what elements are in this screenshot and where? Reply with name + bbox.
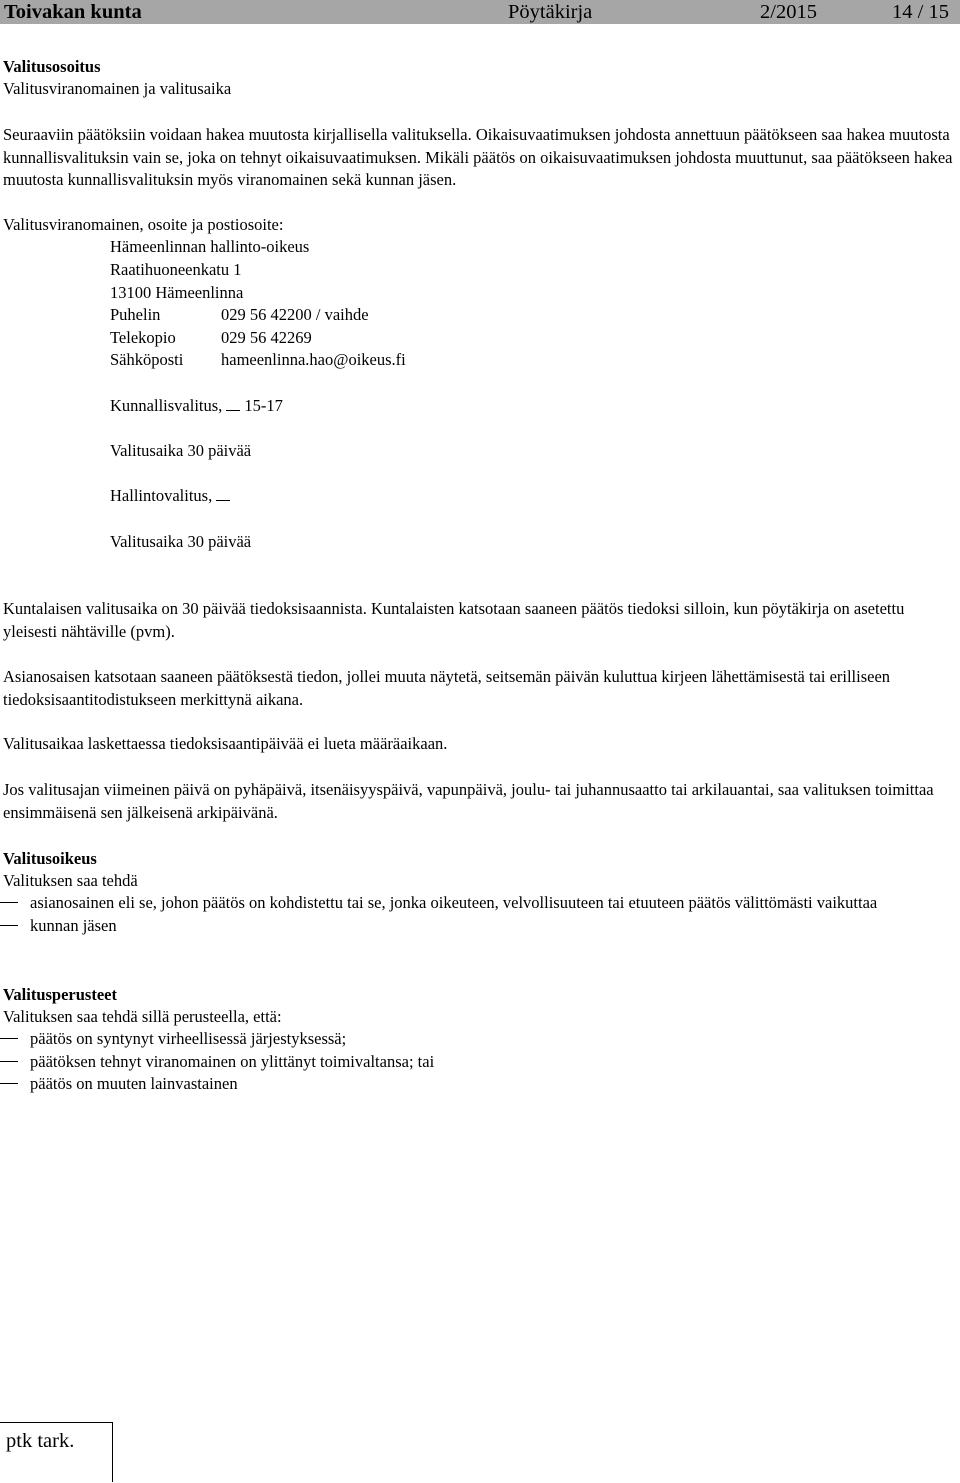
kunnallisvalitus-label: Kunnallisvalitus, — [110, 396, 223, 415]
kunnallisvalitus-row — [110, 395, 283, 418]
fax-value: 029 56 42269 — [221, 328, 312, 347]
list-item: päätös on syntynyt virheellisessä järjestyksessä; — [0, 1028, 958, 1051]
blank-line — [216, 486, 230, 501]
dash-bullet — [0, 902, 18, 903]
page-number: 14 / 15 — [892, 1, 949, 23]
list-item: päätöksen tehnyt viranomainen on ylittänyt toimivaltansa; tai — [0, 1051, 958, 1074]
pyhapaiva-paragraph: Jos valitusajan viimeinen päivä on pyhäpäivä, itsenäisyyspäivä, vapunpäivä, joulu- tai juhannusaatto tai arkilauantai, saa valituksen toimittaa ensimmäisenä sen jälkeisenä arkipäivänä. — [3, 780, 934, 822]
dash-bullet — [0, 1038, 18, 1039]
dash-bullet — [0, 1061, 18, 1062]
dash-bullet — [0, 1083, 18, 1084]
court-name: Hämeenlinnan hallinto-oikeus — [110, 237, 310, 256]
valitusaika-2: Valitusaika 30 päivää — [110, 532, 252, 551]
section-subtitle: Valitusviranomainen ja valitusaika — [3, 79, 232, 98]
court-street: Raatihuoneenkatu 1 — [110, 260, 242, 279]
section-title-valitusperusteet: Valitusperusteet — [3, 985, 117, 1004]
list-item: päätös on muuten lainvastainen — [0, 1073, 958, 1096]
phone-value: 029 56 42200 / vaihde — [221, 305, 369, 324]
intro-paragraph: Seuraaviin päätöksiin voidaan hakea muutosta kirjallisella valituksella. Oikaisuvaatimuksen johdosta annettuun päätökseen saa hakea muutosta kunnallisvalituksin vain se, joka on tehnyt oikaisuvaatimuksen. Mikäli päätös on oikaisuvaatimuksen johdosta muuttunut, saa päätökseen hakea muutosta kunnallisvalituksin myös viranomainen sekä kunnan jäsen. — [3, 125, 953, 190]
court-email-row — [110, 349, 406, 372]
signature-box — [0, 1422, 113, 1482]
blank-line — [226, 396, 240, 411]
fax-label: Telekopio — [110, 328, 176, 347]
address-label: Valitusviranomainen, osoite ja postiosoite: — [3, 215, 284, 234]
kuntalainen-paragraph: Kuntalaisen valitusaika on 30 päivää tiedoksisaannista. Kuntalaisten katsotaan saaneen päätös tiedoksi silloin, kun pöytäkirja on asetettu yleisesti nähtäville (pvm). — [3, 599, 905, 641]
laskettaessa-paragraph: Valitusaikaa laskettaessa tiedoksisaantipäivää ei lueta määräaikaan. — [3, 734, 448, 753]
signature-label: ptk tark. — [6, 1430, 75, 1452]
dash-bullet — [0, 925, 18, 926]
list-item: kunnan jäsen — [0, 915, 958, 938]
document-number: 2/2015 — [760, 1, 817, 23]
document-type: Pöytäkirja — [508, 1, 593, 23]
valitusoikeus-intro: Valituksen saa tehdä — [3, 871, 138, 890]
court-fax-row — [110, 327, 312, 350]
municipality-name: Toivakan kunta — [4, 1, 142, 23]
kunnallisvalitus-items: 15-17 — [244, 396, 283, 415]
hallintovalitus-row — [110, 485, 230, 508]
valitusoikeus-list — [0, 892, 958, 937]
email-label: Sähköposti — [110, 350, 184, 369]
valitusaika-1: Valitusaika 30 päivää — [110, 441, 252, 460]
court-postal: 13100 Hämeenlinna — [110, 283, 244, 302]
hallintovalitus-label: Hallintovalitus, — [110, 486, 213, 505]
valitusperusteet-intro: Valituksen saa tehdä sillä perusteella, että: — [3, 1007, 282, 1026]
document-header — [0, 0, 960, 24]
list-item: asianosainen eli se, johon päätös on kohdistettu tai se, jonka oikeuteen, velvollisuuteen tai etuuteen päätös välittömästi vaikuttaa — [0, 892, 958, 915]
valitusperusteet-list — [0, 1028, 958, 1096]
court-phone-row — [110, 304, 369, 327]
phone-label: Puhelin — [110, 305, 161, 324]
email-value: hameenlinna.hao@oikeus.fi — [221, 350, 406, 369]
section-title-valitusosoitus: Valitusosoitus — [3, 57, 101, 76]
asianosainen-paragraph: Asianosaisen katsotaan saaneen päätöksestä tiedon, jollei muuta näytetä, seitsemän päivän kuluttua kirjeen lähettämisestä tai erilliseen tiedoksisaantitodistukseen merkittynä aikana. — [3, 667, 891, 709]
section-title-valitusoikeus: Valitusoikeus — [3, 849, 97, 868]
